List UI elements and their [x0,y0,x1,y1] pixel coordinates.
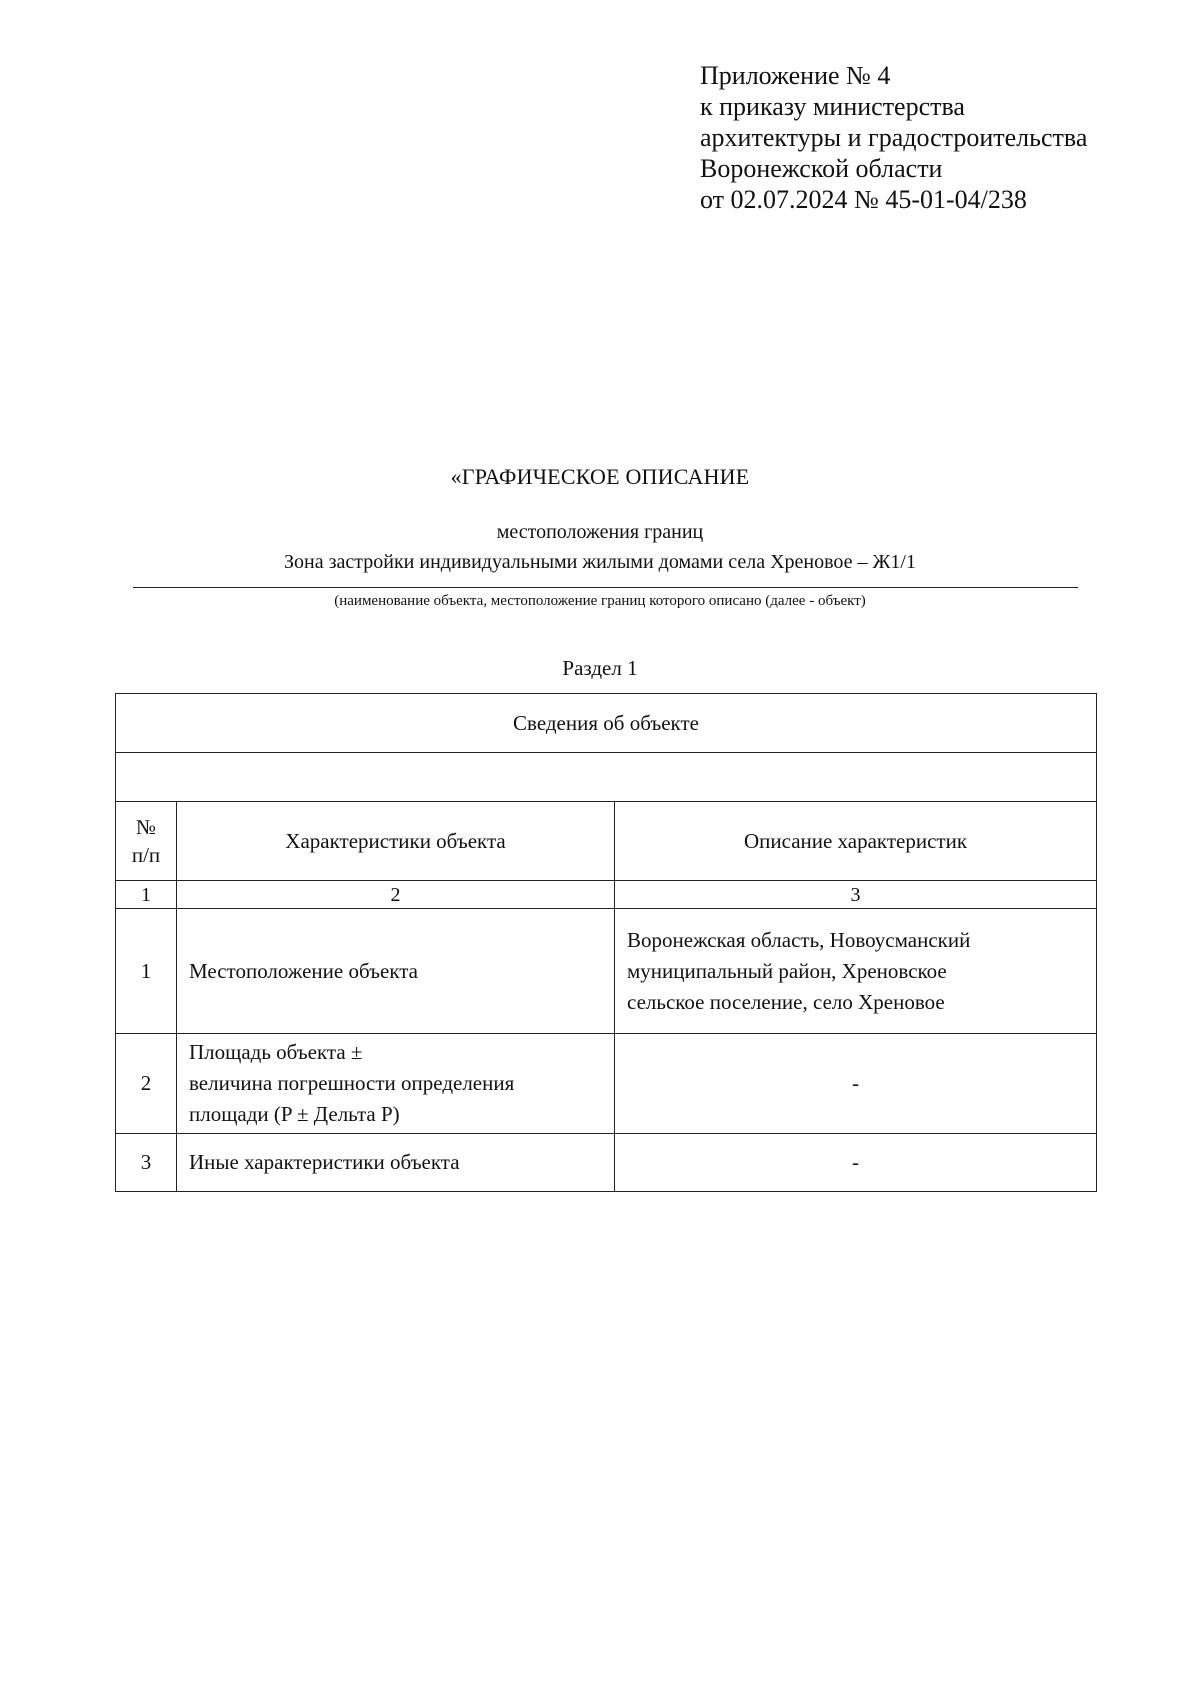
column-header-characteristic: Характеристики объекта [177,802,615,881]
object-caption: (наименование объекта, местоположение границ которого описано (далее - объект) [334,593,866,609]
row-characteristic-line: Местоположение объекта [189,958,419,983]
subtitle-line-2: Зона застройки индивидуальными жилыми домами села Хреновое – Ж1/1 [284,551,916,573]
row-characteristic-line: площади (P ± Дельта P) [189,1102,400,1126]
row-characteristic-line: Иные характеристики объекта [189,1150,460,1174]
table-empty-cell [116,753,1097,802]
appendix-line: от 02.07.2024 № 45-01-04/238 [700,185,1027,214]
row-characteristic [177,1134,615,1192]
object-info-table [115,693,1097,1192]
table-row [116,1134,1097,1192]
table-empty-row [116,753,1097,802]
section-label: Раздел 1 [562,656,638,680]
table-row [116,909,1097,1034]
row-number: 2 [116,1034,177,1134]
subtitle-line-1: местоположения границ [496,521,704,543]
column-header-num-line: № [135,815,157,839]
document-title: «ГРАФИЧЕСКОЕ ОПИСАНИЕ [450,464,750,489]
column-index-row [116,881,1097,909]
row-description-line: муниципальный район, Хреновское [627,958,947,983]
row-characteristic-line: Площадь объекта ± [189,1040,363,1064]
column-header-description: Описание характеристик [615,802,1097,881]
appendix-line: Приложение № 4 [700,61,891,90]
document-subtitle [0,517,1200,577]
row-description [615,909,1097,1034]
column-header-row [116,802,1097,881]
appendix-line: к приказу министерства [700,92,965,121]
column-index: 2 [177,881,615,909]
object-name-underline [133,587,1078,588]
table-header: Сведения об объекте [116,694,1097,753]
column-index: 1 [116,881,177,909]
row-number: 3 [116,1134,177,1192]
row-description: - [615,1034,1097,1134]
table-row [116,1034,1097,1134]
row-characteristic [177,1034,615,1134]
column-header-num [116,802,177,881]
row-characteristic [177,909,615,1034]
row-characteristic-line: величина погрешности определения [189,1071,515,1095]
row-description: - [615,1134,1097,1192]
column-index: 3 [615,881,1097,909]
column-header-num-line: п/п [131,843,161,867]
row-number: 1 [116,909,177,1034]
row-description-line: сельское поселение, село Хреновое [627,989,945,1014]
appendix-block [700,60,1087,215]
row-description-line: Воронежская область, Новоусманский [627,927,971,952]
table-header-row [116,694,1097,753]
appendix-line: Воронежской области [700,154,943,183]
appendix-line: архитектуры и градостроительства [700,123,1088,152]
